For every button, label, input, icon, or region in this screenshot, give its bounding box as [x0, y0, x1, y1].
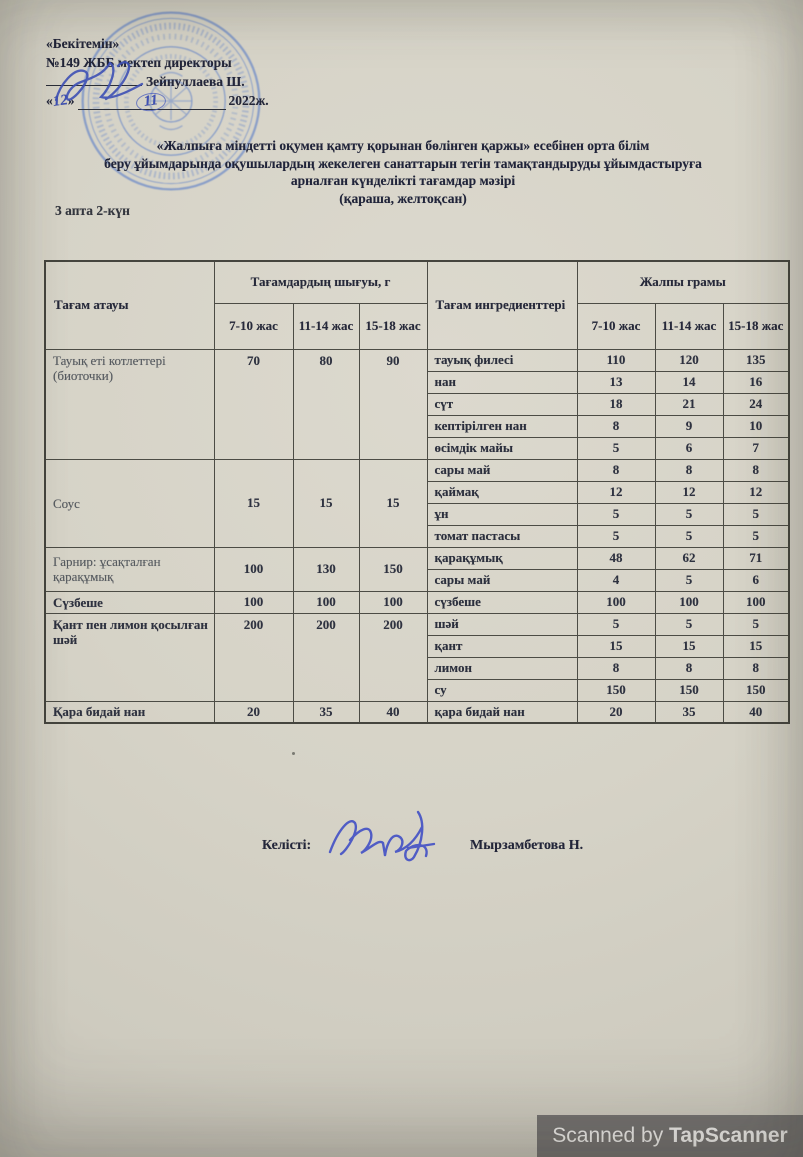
gram-value-cell: 48	[577, 547, 655, 569]
output-value-cell: 90	[359, 349, 427, 459]
title-line-3: арналған күнделікті тағамдар мәзірі	[290, 173, 516, 188]
ingredient-name-cell: қарақұмық	[427, 547, 577, 569]
dish-name-cell: Қара бидай нан	[45, 701, 214, 723]
output-value-cell: 15	[293, 459, 359, 547]
gram-value-cell: 5	[577, 525, 655, 547]
output-value-cell: 70	[214, 349, 293, 459]
menu-row	[45, 591, 789, 613]
gram-value-cell: 9	[655, 415, 723, 437]
gram-value-cell: 20	[577, 701, 655, 723]
gram-value-cell: 5	[723, 503, 789, 525]
dish-name-cell: Гарнир: ұсақталған қарақұмық	[45, 547, 214, 591]
output-value-cell: 200	[293, 613, 359, 701]
title-line-4: (қараша, желтоқсан)	[339, 190, 467, 206]
col-header-age-7-10: 7-10 жас	[577, 303, 655, 349]
col-header-age-15-18: 15-18 жас	[723, 303, 789, 349]
dish-name-cell: Соус	[45, 459, 214, 547]
gram-value-cell: 16	[723, 371, 789, 393]
quote-close: »	[67, 93, 75, 108]
menu-row	[45, 547, 789, 569]
output-value-cell: 20	[214, 701, 293, 723]
gram-value-cell: 35	[655, 701, 723, 723]
output-value-cell: 200	[359, 613, 427, 701]
approval-line-1: «Бекітемін»	[46, 36, 120, 51]
output-value-cell: 15	[359, 459, 427, 547]
gram-value-cell: 21	[655, 393, 723, 415]
output-value-cell: 200	[214, 613, 293, 701]
gram-value-cell: 4	[577, 569, 655, 591]
ingredient-name-cell: өсімдік майы	[427, 437, 577, 459]
title-line-1: «Жалпыға міндетті оқумен қамту қорынан бөлінген қаржы» есебінен орта білім	[156, 138, 650, 153]
ingredient-name-cell: сүт	[427, 393, 577, 415]
gram-value-cell: 62	[655, 547, 723, 569]
gram-value-cell: 14	[655, 371, 723, 393]
dish-name-cell: Сүзбеше	[45, 591, 214, 613]
gram-value-cell: 24	[723, 393, 789, 415]
col-header-age-15-18: 15-18 жас	[359, 303, 427, 349]
ingredient-name-cell: сары май	[427, 459, 577, 481]
output-value-cell: 100	[214, 591, 293, 613]
output-value-cell: 100	[293, 591, 359, 613]
ingredient-name-cell: қант	[427, 635, 577, 657]
director-signature-icon	[48, 56, 178, 114]
gram-value-cell: 100	[655, 591, 723, 613]
gram-value-cell: 71	[723, 547, 789, 569]
handwritten-day: 12	[51, 92, 69, 110]
gram-value-cell: 15	[655, 635, 723, 657]
gram-value-cell: 110	[577, 349, 655, 371]
ingredient-name-cell: шәй	[427, 613, 577, 635]
col-header-totals: Жалпы грамы	[577, 261, 789, 303]
col-header-dish: Тағам атауы	[45, 261, 214, 349]
col-header-ingredients: Тағам ингредиенттері	[427, 261, 577, 349]
gram-value-cell: 8	[723, 459, 789, 481]
output-value-cell: 35	[293, 701, 359, 723]
gram-value-cell: 150	[655, 679, 723, 701]
ingredient-name-cell: қара бидай нан	[427, 701, 577, 723]
gram-value-cell: 135	[723, 349, 789, 371]
gram-value-cell: 5	[577, 437, 655, 459]
ingredient-name-cell: нан	[427, 371, 577, 393]
gram-value-cell: 10	[723, 415, 789, 437]
menu-row	[45, 613, 789, 635]
gram-value-cell: 5	[577, 503, 655, 525]
ingredient-name-cell: сүзбеше	[427, 591, 577, 613]
agreed-name: Мырзамбетова Н.	[470, 838, 584, 853]
col-header-output: Тағамдардың шығуы, г	[214, 261, 427, 303]
gram-value-cell: 100	[577, 591, 655, 613]
output-value-cell: 150	[359, 547, 427, 591]
watermark-prefix: Scanned by	[552, 1124, 670, 1147]
menu-table	[44, 260, 790, 724]
dish-name-cell: Қант пен лимон қосылған шәй	[45, 613, 214, 701]
col-header-age-11-14: 11-14 жас	[655, 303, 723, 349]
ingredient-name-cell: су	[427, 679, 577, 701]
output-value-cell: 100	[359, 591, 427, 613]
gram-value-cell: 5	[655, 569, 723, 591]
menu-row	[45, 459, 789, 481]
ingredient-name-cell: томат пастасы	[427, 525, 577, 547]
gram-value-cell: 5	[723, 525, 789, 547]
gram-value-cell: 5	[655, 525, 723, 547]
agreed-label: Келісті:	[262, 838, 312, 853]
gram-value-cell: 8	[655, 459, 723, 481]
ingredient-name-cell: кептірілген нан	[427, 415, 577, 437]
watermark-brand: TapScanner	[669, 1124, 788, 1147]
gram-value-cell: 40	[723, 701, 789, 723]
document-title	[50, 137, 756, 207]
agreed-signature-icon	[322, 798, 457, 868]
gram-value-cell: 100	[723, 591, 789, 613]
quote-open: «	[46, 93, 53, 108]
gram-value-cell: 12	[655, 481, 723, 503]
gram-value-cell: 8	[577, 459, 655, 481]
gram-value-cell: 6	[655, 437, 723, 459]
gram-value-cell: 5	[655, 613, 723, 635]
gram-value-cell: 13	[577, 371, 655, 393]
gram-value-cell: 150	[723, 679, 789, 701]
gram-value-cell: 8	[577, 415, 655, 437]
output-value-cell: 130	[293, 547, 359, 591]
director-name: Зейнуллаева Ш.	[146, 74, 245, 89]
output-value-cell: 15	[214, 459, 293, 547]
gram-value-cell: 12	[577, 481, 655, 503]
dish-name-cell: Тауық еті котлеттері (биоточки)	[45, 349, 214, 459]
gram-value-cell: 8	[655, 657, 723, 679]
menu-row	[45, 701, 789, 723]
gram-value-cell: 5	[723, 613, 789, 635]
ingredient-name-cell: сары май	[427, 569, 577, 591]
output-value-cell: 40	[359, 701, 427, 723]
gram-value-cell: 6	[723, 569, 789, 591]
output-value-cell: 100	[214, 547, 293, 591]
gram-value-cell: 7	[723, 437, 789, 459]
title-line-2: беру ұйымдарында оқушылардың жекелеген санаттарын тегін тамақтандыруды ұйымдастыруға	[104, 155, 702, 171]
col-header-age-7-10: 7-10 жас	[214, 303, 293, 349]
ingredient-name-cell: лимон	[427, 657, 577, 679]
gram-value-cell: 18	[577, 393, 655, 415]
gram-value-cell: 12	[723, 481, 789, 503]
col-header-age-11-14: 11-14 жас	[293, 303, 359, 349]
tapscanner-watermark	[537, 1115, 803, 1157]
handwritten-month: 11	[135, 91, 167, 113]
week-day-label: 3 апта 2-күн	[55, 203, 130, 218]
gram-value-cell: 120	[655, 349, 723, 371]
gram-value-cell: 5	[655, 503, 723, 525]
ingredient-name-cell: ұн	[427, 503, 577, 525]
gram-value-cell: 8	[577, 657, 655, 679]
ingredient-name-cell: қаймақ	[427, 481, 577, 503]
scan-dot-artifact	[292, 752, 295, 755]
gram-value-cell: 5	[577, 613, 655, 635]
menu-row	[45, 349, 789, 371]
gram-value-cell: 150	[577, 679, 655, 701]
gram-value-cell: 15	[577, 635, 655, 657]
approval-line-2: №149 ЖББ мектеп директоры	[46, 55, 232, 70]
ingredient-name-cell: тауық филесі	[427, 349, 577, 371]
approval-year: 2022ж.	[228, 93, 269, 108]
output-value-cell: 80	[293, 349, 359, 459]
gram-value-cell: 8	[723, 657, 789, 679]
gram-value-cell: 15	[723, 635, 789, 657]
